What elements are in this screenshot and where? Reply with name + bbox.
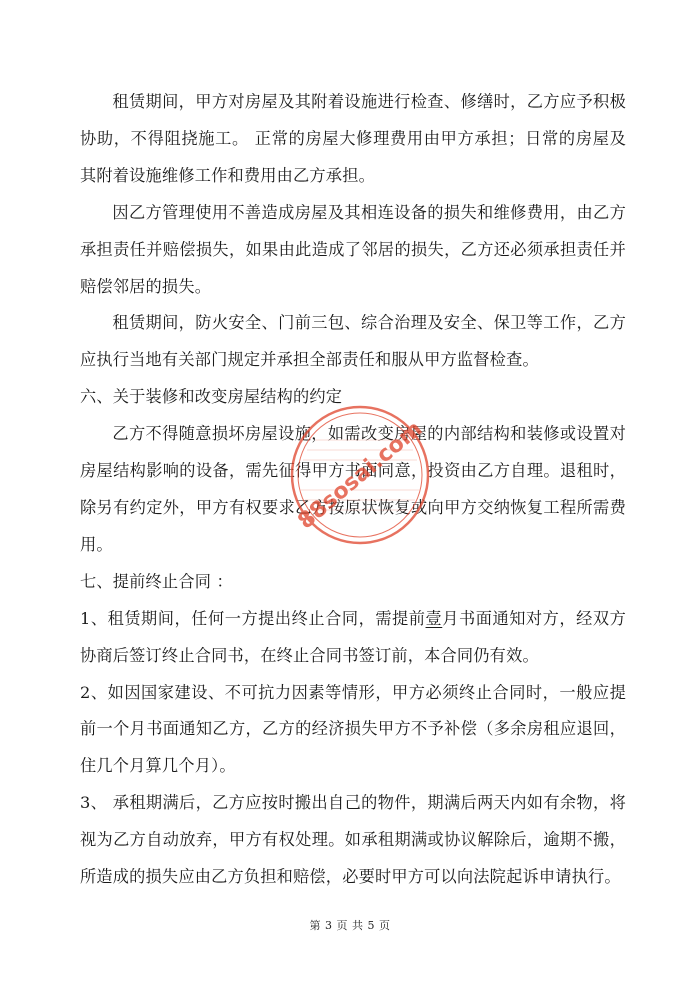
clause-item-1-after: 月书面通知对方，经双方协商后签订终止合同书，在终止合同书签订前，本合同仍有效。: [80, 608, 626, 665]
document-body: [80, 84, 626, 896]
paragraph-damages: 因乙方管理使用不善造成房屋及其相连设备的损失和维修费用，由乙方承担责任并赔偿损失，如果由此造成了邻居的损失，乙方还必须承担责任并赔偿邻居的损失。: [80, 202, 626, 296]
clause-item-1-underlined: 壹: [425, 608, 443, 628]
clause-item-2: 2、如因国家建设、不可抗力因素等情形，甲方必须终止合同时，一般应提前一个月书面通知乙方，乙方的经济损失甲方不予补偿（多余房租应退回，住几个月算几个月）。: [80, 682, 626, 776]
page-footer: 第 3 页 共 5 页: [309, 919, 391, 932]
clause-item-1: [80, 601, 626, 675]
clause-item-1-before: 1、租赁期间，任何一方提出终止合同，需提前: [80, 608, 426, 628]
clause-item-3: 3、 承租期满后，乙方应按时搬出自己的物件，期满后两天内如有余物，将视为乙方自动放弃，甲方有权处理。如承租期满或协议解除后，逾期不搬，所造成的损失应由乙方负担和赔偿，必要时甲方可以向法院起诉申请执行。: [80, 793, 626, 887]
paragraph-renovation: 乙方不得随意损坏房屋设施，如需改变房屋的内部结构和装修或设置对房屋结构影响的设备，需先征得甲方书面同意，投资由乙方自理。退租时，除另有约定外，甲方有权要求乙方按原状恢复或向甲方交纳恢复工程所需费用。: [80, 424, 626, 554]
section-heading-six: 六、关于装修和改变房屋结构的约定: [80, 387, 343, 407]
paragraph-repairs: 租赁期间，甲方对房屋及其附着设施进行检查、修缮时，乙方应予积极协助，不得阻挠施工。 正常的房屋大修理费用由甲方承担；日常的房屋及其附着设施维修工作和费用由乙方承担。: [80, 92, 626, 185]
paragraph-safety: 租赁期间，防火安全、门前三包、综合治理及安全、保卫等工作，乙方应执行当地有关部门规定并承担全部责任和服从甲方监督检查。: [80, 313, 626, 370]
stamp-text: 88sosai.com: [293, 416, 428, 535]
section-heading-seven: 七、提前终止合同 ：: [80, 571, 233, 591]
